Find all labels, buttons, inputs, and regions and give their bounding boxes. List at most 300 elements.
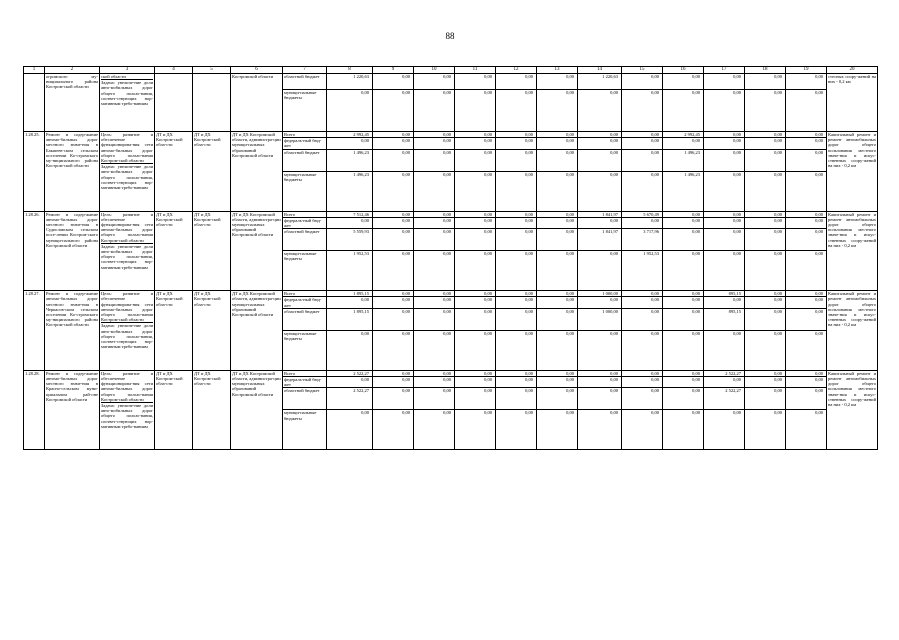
cell-value: 0,00 (496, 251, 537, 291)
cell-value: 0,00 (496, 388, 537, 410)
cell-executor-6: ДТ и ДХ Костромской области, администра-ции муници-пальных образований Костромской области (231, 132, 283, 212)
cell-value: 0,00 (745, 171, 786, 211)
cell-value: 0,00 (745, 251, 786, 291)
program-table (23, 66, 878, 450)
cell-source: областной бюджет (283, 229, 327, 251)
cell-value: 0,00 (663, 211, 704, 217)
cell-value: 0,00 (414, 229, 455, 251)
cell-value: 0,00 (455, 388, 496, 410)
cell-value: 0,00 (622, 377, 663, 388)
cell-name: Ремонт и содер-жание автомо-бильных дорог местного значе-ния в Судиславском сельском посе-лении Костром-ского муници-пального района Костромской области (45, 211, 100, 291)
cell-value: 0,00 (704, 138, 745, 149)
cell-value: 0,00 (373, 251, 414, 291)
cell-value: 0,00 (537, 410, 578, 450)
cell-value: 0,00 (373, 132, 414, 138)
cell-value: 0,00 (373, 149, 414, 171)
cell-value: 0,00 (578, 251, 622, 291)
cell-value: 0,00 (496, 308, 537, 330)
cell-value: 0,00 (704, 410, 745, 450)
cell-value: 0,00 (622, 171, 663, 211)
cell-value: 895,15 (704, 308, 745, 330)
cell-value: 0,00 (496, 229, 537, 251)
cell-source: федераль-ный бюд-жет (283, 297, 327, 308)
cell-value: 0,00 (327, 90, 373, 132)
cell-value: 0,00 (663, 388, 704, 410)
cell-source: областной бюджет (283, 74, 327, 90)
cell-value: 0,00 (455, 410, 496, 450)
cell-source: муници-пальные бюджеты (283, 171, 327, 211)
cell-value: 0,00 (704, 132, 745, 138)
cell-value: 0,00 (414, 149, 455, 171)
cell-value: 0,00 (496, 370, 537, 376)
cell-value: 0,00 (745, 388, 786, 410)
cell-value: 0,00 (745, 410, 786, 450)
cell-value: 0,00 (786, 74, 827, 90)
cell-value: 0,00 (704, 217, 745, 228)
cell-value: 0,00 (786, 90, 827, 132)
cell-value: 0,00 (496, 217, 537, 228)
goal-text: Цель: развитие и обеспечение функционирова-ния сети автомо-бильных дорог общего пользо-вания Костром-ской области (101, 370, 153, 402)
cell-value: 0,00 (663, 308, 704, 330)
cell-value: 0,00 (373, 171, 414, 211)
cell-value: 0,00 (578, 149, 622, 171)
cell-value: 0,00 (414, 377, 455, 388)
cell-value: 0,00 (455, 132, 496, 138)
cell-code: 1.28.25. (24, 132, 45, 212)
cell-value: 0,00 (578, 330, 622, 370)
page-number: 88 (445, 31, 455, 41)
cell-goal-task (100, 291, 155, 371)
cell-value: 0,00 (455, 330, 496, 370)
cell-value: 0,00 (414, 410, 455, 450)
cell-value: 0,00 (578, 297, 622, 308)
cell-value: 0,00 (663, 217, 704, 228)
cell-value: 0,00 (578, 377, 622, 388)
header-cell: 14 (578, 67, 622, 74)
cell-value: 0,00 (455, 90, 496, 132)
cell-value: 0,00 (786, 308, 827, 330)
header-cell: 12 (496, 67, 537, 74)
cell-value: 0,00 (622, 410, 663, 450)
cell-value: 0,00 (455, 229, 496, 251)
cell-value: 0,00 (578, 370, 622, 376)
cell-value: 0,00 (373, 377, 414, 388)
cell-value: 2 522,27 (327, 388, 373, 410)
cell-value: 0,00 (414, 74, 455, 90)
cell-value: 5 670,49 (622, 211, 663, 217)
cell-value: 0,00 (414, 291, 455, 297)
cell-value: 0,00 (327, 377, 373, 388)
cell-value: 0,00 (786, 251, 827, 291)
cell-value: 0,00 (496, 211, 537, 217)
cell-value: 0,00 (537, 74, 578, 90)
cell-value: 0,00 (578, 138, 622, 149)
cell-value: 1 000,00 (578, 291, 622, 297)
cell-value: 0,00 (327, 410, 373, 450)
cell-value: 0,00 (745, 138, 786, 149)
cell-value: 0,00 (622, 90, 663, 132)
cell-value: 0,00 (455, 149, 496, 171)
cell-value: 0,00 (373, 229, 414, 251)
cell-value: 0,00 (414, 330, 455, 370)
cell-value: 0,00 (414, 251, 455, 291)
task-text: Задача: увеличе-ние доли авто-мобильных дорог общего пользо-вания, соответ-ствующих нор-мативным требо-ваниям (101, 80, 153, 107)
cell-value: 0,00 (745, 132, 786, 138)
cell-executor-4: ДТ и ДХ Костром-ской обла-сти (155, 211, 193, 291)
cell-value: 2 522,27 (704, 388, 745, 410)
cell-value: 7 512,46 (327, 211, 373, 217)
cell-value: 0,00 (622, 370, 663, 376)
cell-result: Капитальный ремонт и ремонт автомобильных дорог общего пользования местного значе-ния и искус-ственных соору-жений на них - 0,2 км (827, 370, 878, 450)
cell-value: 0,00 (786, 229, 827, 251)
cell-value: 0,00 (537, 149, 578, 171)
cell-value: 1 841,97 (578, 229, 622, 251)
header-cell: 18 (745, 67, 786, 74)
cell-source: федераль-ный бюд-жет (283, 138, 327, 149)
cell-value: 0,00 (622, 217, 663, 228)
cell-value: 0,00 (496, 132, 537, 138)
goal-text: ской области (101, 74, 153, 80)
cell-value: 0,00 (663, 90, 704, 132)
goal-text: Цель: развитие и обеспечение функционирова-ния сети автомо-бильных дорог общего пользо-вания Костром-ской области (101, 211, 153, 243)
cell-value: 0,00 (373, 410, 414, 450)
cell-value: 0,00 (414, 171, 455, 211)
cell-value: 0,00 (414, 370, 455, 376)
cell-value: 0,00 (578, 132, 622, 138)
cell-value: 0,00 (622, 74, 663, 90)
cell-value: 0,00 (414, 297, 455, 308)
cell-value: 0,00 (745, 370, 786, 376)
cell-value: 2 522,27 (327, 370, 373, 376)
cell-value: 3 717,96 (622, 229, 663, 251)
cell-name: Ремонт и содер-жание автомо-бильных дорог местного значе-ния в Черкасов-ском сельском поселении Ко-стромского му-ниципального района Костром-ской области (45, 291, 100, 371)
cell-value: 0,00 (455, 171, 496, 211)
cell-value: 0,00 (622, 138, 663, 149)
cell-value: 1 496,23 (327, 171, 373, 211)
cell-value: 0,00 (537, 388, 578, 410)
cell-value: 0,00 (537, 377, 578, 388)
cell-value: 0,00 (704, 377, 745, 388)
cell-value: 0,00 (663, 229, 704, 251)
cell-value: 0,00 (537, 291, 578, 297)
cell-value: 0,00 (496, 74, 537, 90)
cell-value: 1 220,63 (327, 74, 373, 90)
cell-value: 0,00 (537, 370, 578, 376)
cell-value: 0,00 (622, 330, 663, 370)
cell-value: 0,00 (327, 138, 373, 149)
header-cell: 19 (786, 67, 827, 74)
header-cell: 10 (414, 67, 455, 74)
cell-value: 0,00 (745, 74, 786, 90)
cell-value: 2 992,45 (663, 132, 704, 138)
cell-source: муници-пальные бюджеты (283, 251, 327, 291)
cell-value: 0,00 (786, 410, 827, 450)
cell-goal-task (100, 74, 155, 132)
cell-executor-5 (193, 74, 231, 132)
cell-source: Всего (283, 291, 327, 297)
cell-value: 1 220,63 (578, 74, 622, 90)
header-cell: 16 (663, 67, 704, 74)
cell-value: 1 496,23 (663, 171, 704, 211)
task-text: Задача: увеличе-ние доли авто-мобильных дорог общего пользо-вания, соответ-ствующих нор-мативным требо-ваниям (101, 164, 153, 191)
cell-value: 0,00 (455, 138, 496, 149)
cell-value: 0,00 (663, 74, 704, 90)
cell-value: 0,00 (622, 388, 663, 410)
cell-value: 0,00 (537, 211, 578, 217)
cell-executor-6: ДТ и ДХ Костромской области, администра-ции муници-пальных образований Костромской области (231, 291, 283, 371)
cell-result: Капитальный ремонт и ремонт автомобильных дорог общего пользования местного значе-ния и искус-ственных соору-жений на них - 0,2 км (827, 211, 878, 291)
cell-value: 0,00 (663, 297, 704, 308)
program-table-wrapper (23, 66, 876, 580)
cell-value: 0,00 (663, 370, 704, 376)
cell-value: 0,00 (622, 297, 663, 308)
cell-value: 1 952,53 (622, 251, 663, 291)
cell-code (24, 74, 45, 132)
cell-value: 0,00 (537, 138, 578, 149)
cell-value: 0,00 (745, 330, 786, 370)
cell-value: 0,00 (745, 308, 786, 330)
cell-value: 0,00 (745, 297, 786, 308)
table-row (24, 74, 878, 90)
cell-value: 0,00 (496, 171, 537, 211)
cell-source: муници-пальные бюджеты (283, 90, 327, 132)
task-text: Задача: увеличе-ние доли авто-мобильных дорог общего пользо-вания, соответ-ствующих нор-мативным требо-ваниям (101, 323, 153, 350)
cell-value: 1 496,23 (327, 149, 373, 171)
cell-value: 1 841,97 (578, 211, 622, 217)
cell-value: 0,00 (373, 291, 414, 297)
cell-value: 0,00 (414, 211, 455, 217)
cell-executor-6: ДТ и ДХ Костромской области, администра-ции муници-пальных образований Костромской области (231, 211, 283, 291)
header-cell: 8 (327, 67, 373, 74)
header-cell: 9 (373, 67, 414, 74)
cell-value: 0,00 (704, 74, 745, 90)
cell-value: 0,00 (373, 370, 414, 376)
cell-value: 0,00 (786, 217, 827, 228)
cell-value: 1 000,00 (578, 308, 622, 330)
cell-value: 0,00 (745, 377, 786, 388)
cell-value: 0,00 (455, 297, 496, 308)
cell-result: Капитальный ремонт и ремонт автомобильных дорог общего пользования местного значе-ния и искус-ственных соору-жений на них - 0,2 км (827, 132, 878, 212)
cell-value: 0,00 (786, 297, 827, 308)
cell-value: 0,00 (786, 138, 827, 149)
cell-source: муници-пальные бюджеты (283, 330, 327, 370)
header-row (24, 67, 878, 74)
cell-value: 0,00 (786, 211, 827, 217)
cell-code: 1.28.28. (24, 370, 45, 450)
cell-value: 0,00 (704, 171, 745, 211)
cell-value: 0,00 (455, 251, 496, 291)
cell-name: Ремонт и содер-жание автомо-бильных дорог местного значе-ния в Красно-сельском муни-ципальном рай-оне Костромской области (45, 370, 100, 450)
cell-value: 0,00 (745, 229, 786, 251)
cell-value: 0,00 (373, 297, 414, 308)
cell-value: 0,00 (622, 291, 663, 297)
cell-name: огромского му-ниципального района Костром-ской области (45, 74, 100, 132)
header-cell: 5 (193, 67, 231, 74)
cell-result: стесных соору-жений на них - 0,2 км (827, 74, 878, 132)
cell-value: 0,00 (537, 297, 578, 308)
cell-value: 0,00 (537, 229, 578, 251)
cell-value: 0,00 (745, 217, 786, 228)
goal-text: Цель: развитие и обеспечение функционирова-ния сети автомо-бильных дорог общего пользо-вания Костром-ской области (101, 132, 153, 164)
cell-executor-4: ДТ и ДХ Костром-ской обла-сти (155, 370, 193, 450)
cell-value: 0,00 (745, 149, 786, 171)
cell-value: 0,00 (578, 171, 622, 211)
cell-value: 1 895,15 (327, 291, 373, 297)
cell-value: 0,00 (373, 330, 414, 370)
cell-executor-5: ДТ и ДХ Костром-ской обла-сти (193, 211, 231, 291)
cell-value: 0,00 (786, 149, 827, 171)
cell-value: 0,00 (745, 211, 786, 217)
cell-value: 0,00 (455, 217, 496, 228)
cell-value: 0,00 (704, 229, 745, 251)
cell-goal-task (100, 211, 155, 291)
cell-code: 1.28.26. (24, 211, 45, 291)
cell-value: 0,00 (373, 388, 414, 410)
header-cell: 20 (827, 67, 878, 74)
cell-value: 0,00 (537, 171, 578, 211)
cell-source: федераль-ный бюд-жет (283, 377, 327, 388)
cell-value: 0,00 (663, 377, 704, 388)
cell-executor-4 (155, 74, 193, 132)
cell-value: 0,00 (537, 251, 578, 291)
cell-goal-task (100, 132, 155, 212)
cell-value: 0,00 (496, 410, 537, 450)
cell-value: 0,00 (496, 330, 537, 370)
cell-value: 0,00 (496, 149, 537, 171)
cell-value: 0,00 (373, 74, 414, 90)
cell-value: 0,00 (786, 370, 827, 376)
cell-value: 0,00 (786, 132, 827, 138)
cell-value: 0,00 (704, 297, 745, 308)
cell-source: областной бюджет (283, 149, 327, 171)
cell-value: 0,00 (373, 138, 414, 149)
cell-value: 0,00 (537, 132, 578, 138)
cell-value: 0,00 (496, 297, 537, 308)
cell-value: 0,00 (578, 410, 622, 450)
table-body (24, 67, 878, 450)
cell-value: 0,00 (455, 74, 496, 90)
cell-value: 0,00 (496, 291, 537, 297)
cell-source: Всего (283, 211, 327, 217)
header-cell: 1 (24, 67, 45, 74)
cell-value: 0,00 (414, 308, 455, 330)
cell-executor-5: ДТ и ДХ Костром-ской обла-сти (193, 370, 231, 450)
cell-executor-4: ДТ и ДХ Костром-ской обла-сти (155, 132, 193, 212)
cell-value: 0,00 (373, 308, 414, 330)
header-cell: 13 (537, 67, 578, 74)
cell-value: 0,00 (786, 171, 827, 211)
cell-name: Ремонт и содер-жание автомо-бильных дорог местного значе-ния в Бакшеев-ском сельском поселении Ко-стромского му-ниципального района Костром-ской области (45, 132, 100, 212)
header-cell: 15 (622, 67, 663, 74)
cell-source: областной бюджет (283, 308, 327, 330)
cell-value: 0,00 (663, 291, 704, 297)
task-text: Задача: увеличе-ние доли авто-мобильных дорог общего пользо-вания, соответ-ствующих нор-мативным требо-ваниям (101, 403, 153, 429)
header-cell: 7 (283, 67, 327, 74)
cell-value: 895,15 (704, 291, 745, 297)
cell-value: 0,00 (373, 217, 414, 228)
cell-value: 0,00 (704, 211, 745, 217)
cell-value: 0,00 (622, 308, 663, 330)
cell-goal-task (100, 370, 155, 450)
cell-value: 0,00 (786, 291, 827, 297)
cell-value: 0,00 (786, 377, 827, 388)
cell-value: 5 559,93 (327, 229, 373, 251)
cell-value: 0,00 (496, 90, 537, 132)
cell-value: 0,00 (704, 90, 745, 132)
cell-value: 1 496,23 (663, 149, 704, 171)
cell-value: 0,00 (455, 211, 496, 217)
cell-executor-5: ДТ и ДХ Костром-ской обла-сти (193, 291, 231, 371)
cell-result: Капитальный ремонт и ремонт автомобильных дорог общего пользования местного значе-ния и искус-ственных соору-жений на них - 0,2 км (827, 291, 878, 371)
cell-value: 0,00 (455, 291, 496, 297)
cell-value: 0,00 (496, 377, 537, 388)
cell-value: 2 992,45 (327, 132, 373, 138)
header-cell: 2 (45, 67, 100, 74)
cell-value: 0,00 (786, 388, 827, 410)
cell-value: 0,00 (704, 251, 745, 291)
cell-value: 0,00 (414, 388, 455, 410)
goal-text: Цель: развитие и обеспечение функционирова-ния сети автомо-бильных дорог общего пользо-вания Костром-ской области (101, 291, 153, 323)
header-cell: 4 (155, 67, 193, 74)
cell-value: 1 895,15 (327, 308, 373, 330)
cell-value: 0,00 (414, 138, 455, 149)
cell-value: 0,00 (327, 297, 373, 308)
header-cell: 6 (231, 67, 283, 74)
cell-executor-4: ДТ и ДХ Костром-ской обла-сти (155, 291, 193, 371)
cell-value: 0,00 (622, 149, 663, 171)
cell-value: 0,00 (663, 410, 704, 450)
cell-value: 0,00 (663, 330, 704, 370)
cell-value: 0,00 (537, 330, 578, 370)
cell-value: 0,00 (578, 90, 622, 132)
cell-value: 0,00 (622, 132, 663, 138)
cell-code: 1.28.27. (24, 291, 45, 371)
header-cell: 17 (704, 67, 745, 74)
cell-value: 0,00 (537, 217, 578, 228)
cell-value: 0,00 (496, 138, 537, 149)
cell-value: 0,00 (578, 388, 622, 410)
cell-value: 0,00 (327, 330, 373, 370)
cell-source: федераль-ный бюд-жет (283, 217, 327, 228)
cell-source: Всего (283, 132, 327, 138)
cell-value: 0,00 (537, 308, 578, 330)
cell-value: 0,00 (745, 90, 786, 132)
cell-value: 0,00 (745, 291, 786, 297)
cell-value: 0,00 (786, 330, 827, 370)
cell-value: 0,00 (704, 330, 745, 370)
cell-source: муници-пальные бюджеты (283, 410, 327, 450)
cell-executor-5: ДТ и ДХ Костром-ской обла-сти (193, 132, 231, 212)
cell-value: 0,00 (704, 149, 745, 171)
cell-value: 0,00 (455, 377, 496, 388)
cell-executor-6: Костромской области (231, 74, 283, 132)
cell-value: 0,00 (537, 90, 578, 132)
cell-value: 0,00 (455, 308, 496, 330)
cell-value: 0,00 (578, 217, 622, 228)
cell-executor-6: ДТ и ДХ Костромской области, администра-ции муници-пальных образований Костромской области (231, 370, 283, 450)
cell-source: Всего (283, 370, 327, 376)
cell-value: 0,00 (414, 90, 455, 132)
cell-value: 0,00 (373, 211, 414, 217)
cell-value: 0,00 (327, 217, 373, 228)
cell-value: 0,00 (373, 90, 414, 132)
header-cell: 3 (100, 67, 155, 74)
cell-value: 1 952,53 (327, 251, 373, 291)
cell-value: 0,00 (414, 217, 455, 228)
cell-value: 2 522,27 (704, 370, 745, 376)
header-cell: 11 (455, 67, 496, 74)
task-text: Задача: увеличе-ние доли авто-мобильных дорог общего пользо-вания, соответ-ствующих нор-мативным требо-ваниям (101, 243, 153, 270)
